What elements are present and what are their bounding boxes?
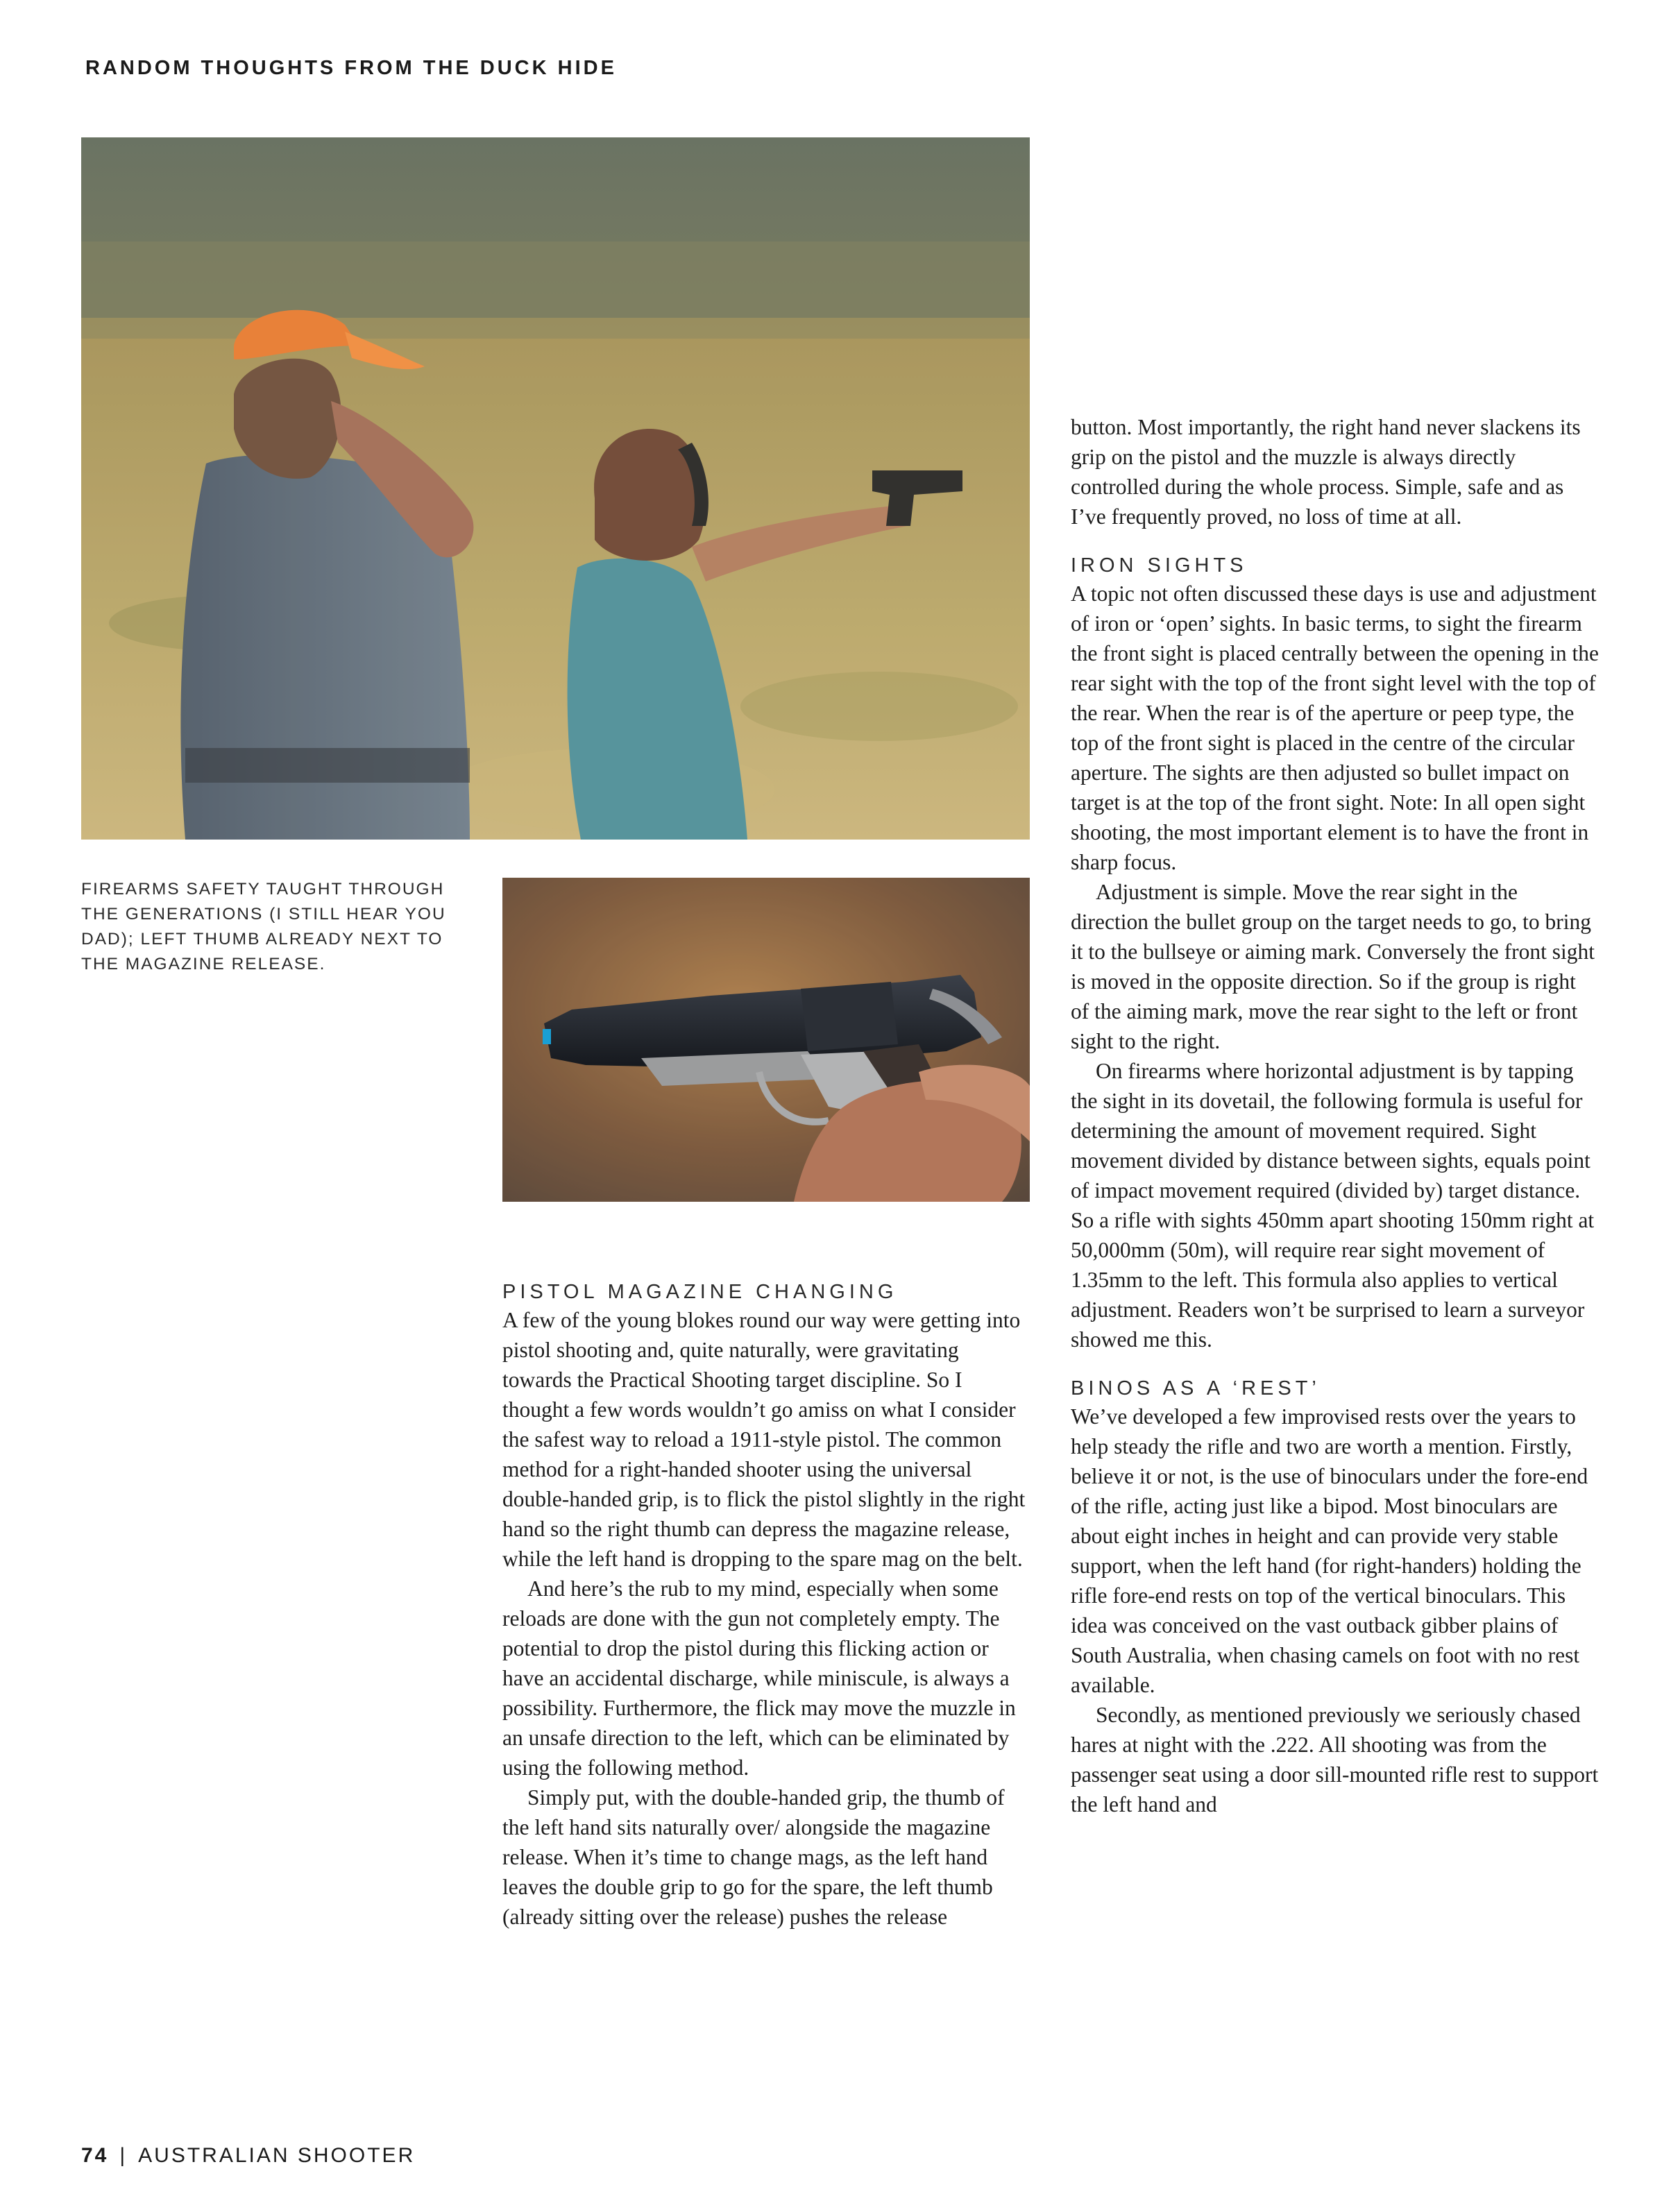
paragraph: Adjustment is simple. Move the rear sight in the direction the bullet group on the target needs to go, to bring it to the bullseye or aiming mark. Conversely the front sight is moved in the opposite direction. So if the group is right of the aiming mark, move the rear sight to the left or front sight to the right. (1071, 880, 1595, 1053)
section-header: RANDOM THOUGHTS FROM THE DUCK HIDE (85, 57, 617, 79)
heading-binos-as-a-rest: BINOS AS A ‘REST’ (1071, 1377, 1321, 1399)
footer-separator: | (119, 2144, 128, 2167)
paragraph: A few of the young blokes round our way were getting into pistol shooting and, quite naturally, were gravitating towards the Practical Shooting target discipline. So I thought a few words wouldn’t go amiss on what I consider the safest way to reload a 1911-style pistol. The common method for a right-handed shooter using the universal double-handed grip, is to flick the pistol slightly in the right hand so the right thumb can depress the magazine release, while the left hand is dropping to the spare mag on the belt. (502, 1308, 1026, 1571)
page-footer (81, 2144, 415, 2168)
1911-pistol-closeup-photo (502, 878, 1030, 1202)
paragraph: We’ve developed a few improvised rests over the years to help steady the rifle and two are worth a mention. Firstly, believe it or not, is the use of binoculars under the fore-end of the rifle, acting just like a bipod. Most binoculars are about eight inches in height and can provide very stable support, when the left hand (for right-handers) holding the rifle fore-end rests on top of the vertical binoculars. This idea was conceived on the vast outback gibber plains of South Australia, when chasing camels on foot with no rest available. (1071, 1404, 1588, 1697)
paragraph: Simply put, with the double-handed grip, the thumb of the left hand sits naturally over/ alongside the magazine release. When it’s time to change mags, as the left hand leaves the double grip to go for the spare, the left thumb (already sitting over the release) pushes the release (502, 1785, 1005, 1929)
publication-name: AUSTRALIAN SHOOTER (138, 2144, 416, 2167)
paragraph: Secondly, as mentioned previously we seriously chased hares at night with the .222. All shooting was from the passenger seat using a door sill-mounted rifle rest to support the left hand and (1071, 1703, 1599, 1817)
article-column-right (1071, 412, 1600, 1819)
heading-iron-sights: IRON SIGHTS (1071, 554, 1248, 577)
paragraph: And here’s the rub to my mind, especially when some reloads are done with the gun not completely empty. The potential to drop the pistol during this flicking action or have an accidental discharge, while miniscule, is always a possibility. Furthermore, the flick may move the muzzle in an unsafe direction to the left, which can be eliminated by using the following method. (502, 1576, 1016, 1780)
heading-pistol-magazine-changing: PISTOL MAGAZINE CHANGING (502, 1281, 898, 1303)
paragraph: button. Most importantly, the right hand never slackens its grip on the pistol and the muzzle is always directly controlled during the whole process. Simple, safe and as I’ve frequently proved, no loss of time at all. (1071, 415, 1581, 529)
page-number: 74 (81, 2144, 109, 2167)
photo-caption: FIREARMS SAFETY TAUGHT THROUGH THE GENERATIONS (I STILL HEAR YOU DAD); LEFT THUMB ALREADY NEXT TO THE MAGAZINE RELEASE. (81, 880, 446, 973)
man-and-boy-shooting-photo (81, 137, 1030, 840)
article-column-middle (502, 1279, 1031, 1932)
paragraph: On firearms where horizontal adjustment is by tapping the sight in its dovetail, the following formula is useful for determining the amount of movement required. Sight movement divided by distance between sights, equals point of impact movement required (divided by) target distance. So a rifle with sights 450mm apart shooting 150mm right at 50,000mm (50m), will require rear sight movement of 1.35mm to the left. This formula also applies to vertical adjustment. Readers won’t be surprised to learn a surveyor showed me this. (1071, 1059, 1595, 1352)
paragraph: A topic not often discussed these days is use and adjustment of iron or ‘open’ sights. In basic terms, to sight the firearm the front sight is placed centrally between the opening in the rear sight with the top of the front sight level with the top of the rear. When the rear is of the aperture or peep type, the top of the front sight is placed in the centre of the circular aperture. The sights are then adjusted so bullet impact on target is at the top of the front sight. Note: In all open sight shooting, the most important element is to have the front in sharp focus. (1071, 581, 1600, 874)
